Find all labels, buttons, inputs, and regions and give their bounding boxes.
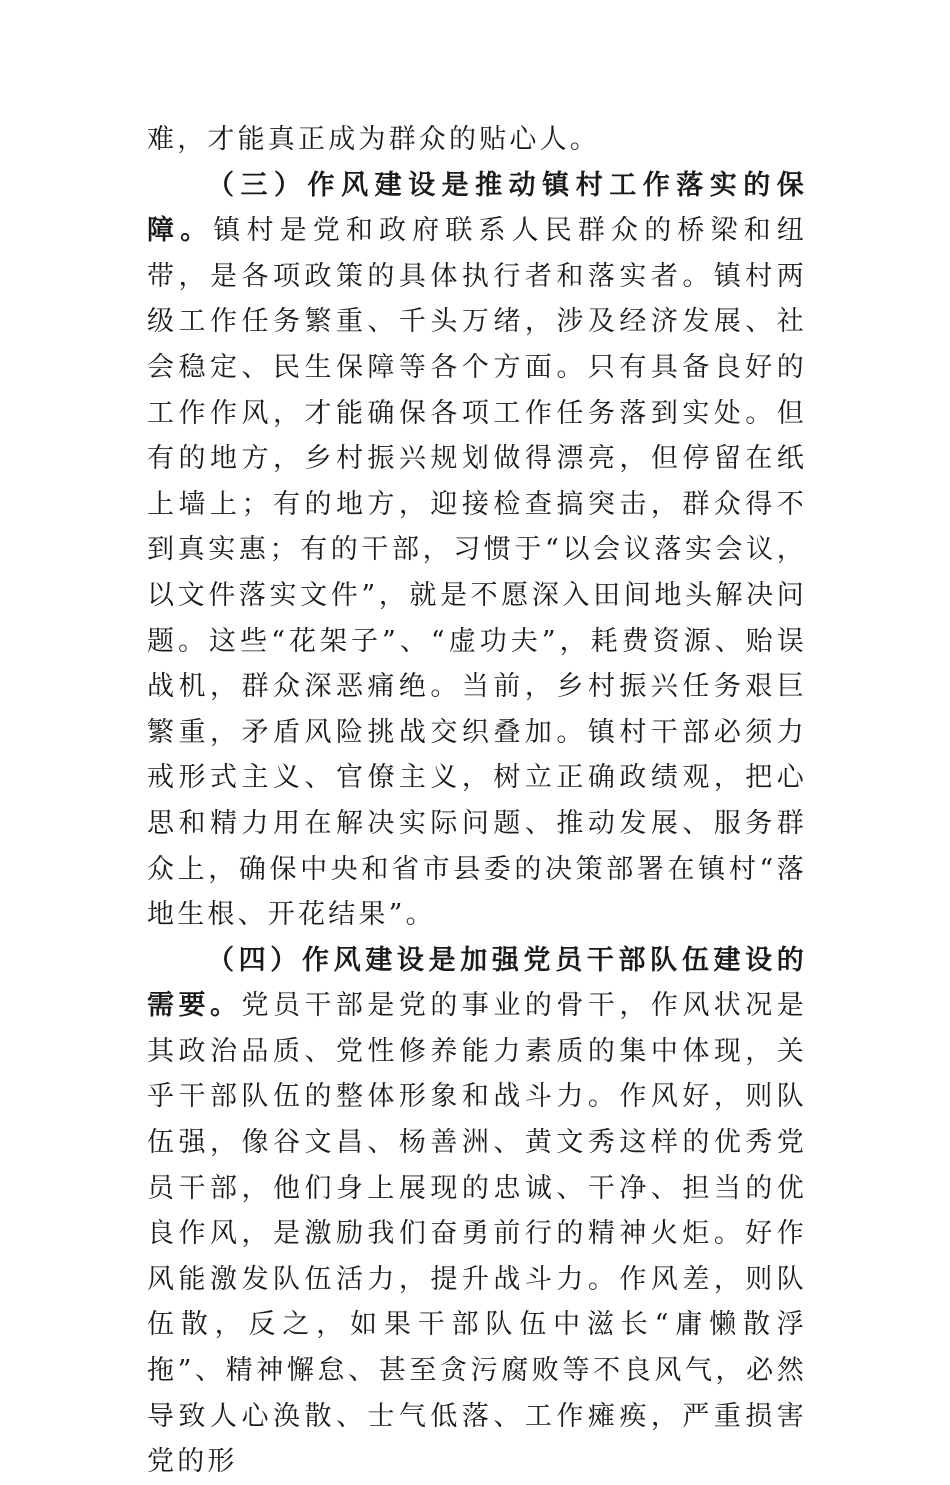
section-3-body: 镇村是党和政府联系人民群众的桥梁和纽带，是各项政策的具体执行者和落实者。镇村两级工作任务繁重、千头万绪，涉及经济发展、社会稳定、民生保障等各个方面。只有具备良好的工作作风，才能确保各项工作任务落到实处。但有的地方，乡村振兴规划做得漂亮，但停留在纸上墙上；有的地方，迎接检查搞突击，群众得不到真实惠；有的干部，习惯于“以会议落实会议，以文件落实文件”，就是不愿深入田间地头解决问题。这些“花架子”、“虚功夫”，耗费资源、贻误战机，群众深恶痛绝。当前，乡村振兴任务艰巨繁重，矛盾风险挑战交织叠加。镇村干部必须力戒形式主义、官僚主义，树立正确政绩观，把心思和精力用在解决实际问题、推动发展、服务群众上，确保中央和省市县委的决策部署在镇村“落地生根、开花结果”。 [147,215,807,931]
section-4-body: 党员干部是党的事业的骨干，作风状况是其政治品质、党性修养能力素质的集中体现，关乎干部队伍的整体形象和战斗力。作风好，则队伍强，像谷文昌、杨善洲、黄文秀这样的优秀党员干部，他们身上展现的忠诚、干净、担当的优良作风，是激励我们奋勇前行的精神火炬。好作风能激发队伍活力，提升战斗力。作风差，则队伍散，反之，如果干部队伍中滋长“庸懒散浮拖”、精神懈怠、甚至贪污腐败等不良风气，必然导致人心涣散、士气低落、工作瘫痪，严重损害党的形 [147,990,807,1478]
paragraph-continuation [147,117,807,163]
paragraph-section-4 [147,938,807,1485]
document-body [147,117,807,1485]
paragraph-section-3 [147,163,807,938]
section-4-heading: （四）作风建设是加强党员干部队伍建设的需要。 [147,944,807,1022]
section-3-heading: （三）作风建设是推动镇村工作落实的保障。 [147,169,807,247]
paragraph-body: 难，才能真正成为群众的贴心人。 [147,124,600,155]
